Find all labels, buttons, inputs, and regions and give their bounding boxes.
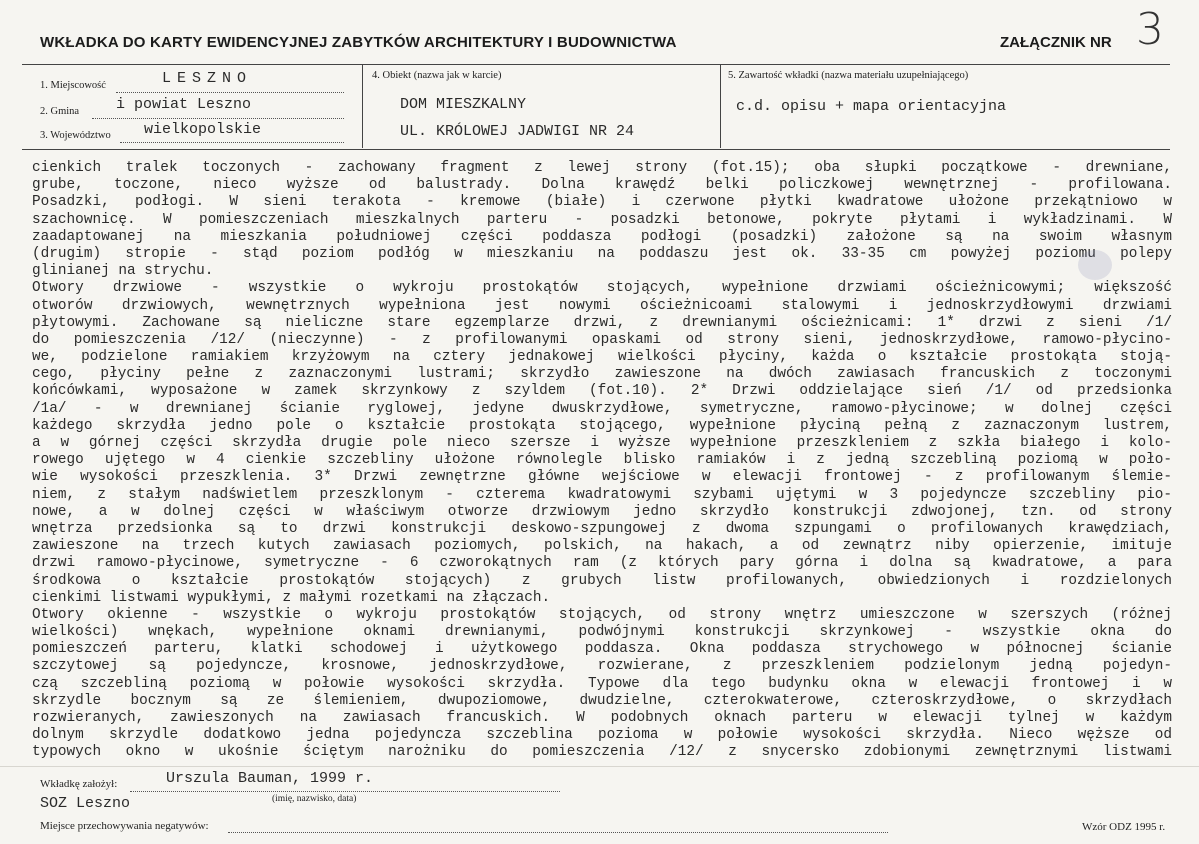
zawartosc-label: 5. Zawartość wkładki (nazwa materiału uzupełniającego) xyxy=(728,70,969,81)
institution: SOZ Leszno xyxy=(40,795,131,812)
text-line: Otwory okienne - wszystkie o wykroju prostokątów stojących, od strony wnętrz umieszczone w szerszych (różnej xyxy=(32,606,1172,623)
document-title: WKŁADKA DO KARTY EWIDENCYJNEJ ZABYTKÓW ARCHITEKTURY I BUDOWNICTWA xyxy=(40,34,677,51)
text-line: grube, toczone, nieco wyższe od balustrady. Dolna krawędź belki policzkowej wewnętrznej - profilowana. xyxy=(32,177,1172,194)
text-line: wie wysokości przeszklenia. 3* Drzwi zewnętrzne główne wejściowe w elewacji frontowej - z profilowanym ślemie- xyxy=(32,469,1172,486)
obiekt-line-1: DOM MIESZKALNY xyxy=(400,96,527,113)
text-line: czą szczebliną poziomą w połowie wysokości skrzydła. Typowe dla tego budynku okna w elewacji frontowej i w xyxy=(32,675,1172,692)
text-line: /1a/ - w drewnianej ścianie ryglowej, jedyne dwuskrzydłowe, symetryczne, ramowo-płycinowe; w dolnej części xyxy=(32,400,1172,417)
text-line: szczytowej są pojedyncze, krosnowe, jednoskrzydłowe, rozwierane, z przeszkleniem podzielonym jedną pojedyn- xyxy=(32,658,1172,675)
text-line: otworów drzwiowych, wewnętrznych wypełniona jest nowymi ościeżnicoami stalowymi i jednoskrzydłowymi drzwiami xyxy=(32,297,1172,314)
text-line: niem, z stałym nadświetlem przeszklonym - czterema kwadratowymi szybami ujętymi w 3 pojedyncze szczebliny pio- xyxy=(32,486,1172,503)
text-line: płytowymi. Zachowane są nieliczne stare egzemplarze drzwi, z drewnianymi ościeżnicami: 1* drzwi z sieni /1/ xyxy=(32,314,1172,331)
wojewodztwo-label: 3. Województwo xyxy=(40,130,111,141)
text-line: zawieszone na trzech kutych zawiasach poziomych, polskich, na hakach, a od zewnątrz niby opierzenie, imituje xyxy=(32,538,1172,555)
text-line: we, podzielone ramiakiem krzyżowym na cztery jednakowej wielkości płyciny, każda o kształcie prostokąta stoją- xyxy=(32,349,1172,366)
annex-label: ZAŁĄCZNIK NR xyxy=(1000,34,1112,51)
obiekt-label: 4. Obiekt (nazwa jak w karcie) xyxy=(372,70,502,81)
zawartosc-value: c.d. opisu + mapa orientacyjna xyxy=(736,98,1007,115)
author-value: Urszula Bauman, 1999 r. xyxy=(166,770,374,787)
storage-label: Miejsce przechowywania negatywów: xyxy=(40,820,209,832)
field-divider xyxy=(720,64,721,148)
dotted-line xyxy=(120,141,344,143)
text-line: zaadaptowanej na mieszkania południowej części poddasza podłogi (posadzki) założone są na swoim własnym xyxy=(32,228,1172,245)
text-line: wielkości) wnękach, wypełnione oknami drewnianymi, podwójnymi konstrukcji skrzynkowej - wszystkie okna do xyxy=(32,624,1172,641)
gmina-value: i powiat Leszno xyxy=(116,96,252,113)
gmina-label: 2. Gmina xyxy=(40,106,80,117)
text-line: każdego skrzydła jedno pole o kształcie prostokąta stojącego, wypełnione płyciną pełną z zaznaczonym lustrem, xyxy=(32,417,1172,434)
text-line: a w górnej części skrzydła drugie pole nieco szersze i wyższe wypełnione przeszkleniem z szkła białego i kolo- xyxy=(32,435,1172,451)
text-line: Otwory drzwiowe - wszystkie o wykroju prostokątów stojących, wypełnione drzwiami ościeżnicowymi; większość xyxy=(32,280,1172,297)
text-line: skrzydle bocznym są ze ślemieniem, dwupoziomowe, dwudzielne, czterokwaterowe, czteroskrzydłowe, o skrzydłach xyxy=(32,692,1172,709)
text-line: środkowa o kształcie prostokątów stojących) z grubych listw profilowanych, obwiedzionych i rozdzielonych xyxy=(32,572,1172,589)
annex-number: 3 xyxy=(1136,4,1164,55)
text-line: do pomieszczenia /12/ (nieczynne) - z profilowanymi opaskami od strony sieni, jednoskrzydłowe, ramowo-płycino- xyxy=(32,331,1172,348)
text-line: rozwieranych, zawieszonych na zawiasach francuskich. W podobnych oknach parteru w elewacji tylnej w każdym xyxy=(32,710,1172,726)
text-line: rowego ujętego w 4 cienkie szczebliny ułożone równolegle blisko ramiaków i z jedną szczebliną poziomą w poło- xyxy=(32,452,1172,469)
text-line: dolnym skrzydle dodatkowo jedna pojedyncza szczeblina pozioma w połowie wysokości skrzydła. Nieco węższe od xyxy=(32,727,1172,744)
text-line: szachownicę. W pomieszczeniach mieszkalnych parteru - posadzki betonowe, pokryte płytami i wykładzinami. W xyxy=(32,211,1172,228)
miejscowosc-label: 1. Miejscowość xyxy=(40,80,106,91)
text-line: typowych okno w ukośnie ściętym narożniku do pomieszczenia /12/ z snycersko zdobionymi zewnętrznymi listwami xyxy=(32,744,1172,761)
text-line: drzwi ramowo-płycinowe, symetryczne - 6 czworokątnych ram (z których pary górna i dolna są kwadratowe, a para xyxy=(32,555,1172,572)
wojewodztwo-value: wielkopolskie xyxy=(144,121,262,138)
dotted-line xyxy=(92,117,344,119)
dotted-line xyxy=(130,790,560,792)
author-label: Wkładkę założył: xyxy=(40,778,118,790)
text-line: (drugim) stropie - stąd poziom podłóg w mieszkaniu na poddaszu jest ok. 33-35 cm powyżej poziomu polepy xyxy=(32,245,1172,262)
text-line: glinianej na strychu. xyxy=(32,263,214,280)
author-hint: (imię, nazwisko, data) xyxy=(272,794,357,804)
ink-stain xyxy=(1078,250,1112,280)
text-line: pomieszczeń parteru, klatki schodowej i użytkowego poddasza. Okna poddasza strychowego w północnej ścianie xyxy=(32,641,1172,658)
description-text xyxy=(32,160,1172,762)
dotted-line xyxy=(228,831,888,833)
text-line: cego, płyciny pełne z zaznaczonymi lustrami; skrzydło zawieszone na dwóch zawiasach francuskich z toczonymi xyxy=(32,366,1172,383)
dotted-line xyxy=(116,91,344,93)
miejscowosc-value: LESZNO xyxy=(162,70,253,87)
field-divider xyxy=(362,64,363,148)
footer-divider xyxy=(0,766,1199,767)
text-line: cienkich tralek toczonych - zachowany fragment z lewej strony (fot.15); oba słupki początkowe - drewniane, xyxy=(32,160,1172,176)
template-note: Wzór ODZ 1995 r. xyxy=(1082,821,1166,833)
obiekt-line-2: UL. KRÓLOWEJ JADWIGI NR 24 xyxy=(400,123,635,140)
text-line: cienkimi listwami wypukłymi, z małymi rozetkami na złączach. xyxy=(32,589,551,606)
text-line: wnętrza przedsionka są to drzwi konstrukcji deskowo-szpungowej z dwoma szpungami o profilowanych krawędziach, xyxy=(32,520,1172,537)
text-line: końcówkami, wyposażone w zamek skrzynkowy z szyldem (fot.10). 2* Drzwi oddzielające sień /1/ od przedsionka xyxy=(32,383,1172,400)
text-line: nowe, a w dolnej części w właściwym otworze drzwiowym jedno skrzydło konstrukcji zdwojonej, tzn. od strony xyxy=(32,503,1172,520)
text-line: Posadzki, podłogi. W sieni terakota - kremowe (białe) i czerwone płytki kwadratowe ułożone przekątniowo w xyxy=(32,194,1172,211)
